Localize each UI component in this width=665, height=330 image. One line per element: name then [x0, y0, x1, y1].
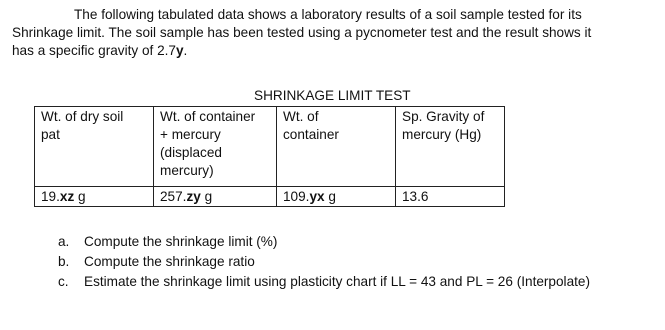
table-title: SHRINKAGE LIMIT TEST	[254, 88, 411, 103]
header-line: mercury)	[160, 163, 214, 178]
value-dry-soil-pat: 19.xz g	[35, 187, 154, 207]
header-container-mercury	[154, 107, 277, 187]
question-item	[58, 272, 590, 292]
table-value-row	[35, 187, 505, 207]
header-container	[277, 107, 396, 187]
statement-line-3	[12, 42, 652, 60]
question-text: Estimate the shrinkage limit using plasticity chart if LL = 43 and PL = 26 (Interpolate)	[84, 274, 591, 289]
statement-text-1: The following tabulated data shows a laboratory results of a soil sample tested for its	[74, 7, 582, 22]
specific-gravity-variable: y	[175, 43, 184, 58]
header-line: + mercury	[160, 127, 221, 142]
question-marker: b.	[58, 254, 70, 269]
value-container: 109.yx g	[277, 187, 396, 207]
header-line: Wt. of container	[160, 109, 256, 124]
specific-gravity-text: has a specific gravity of 2.7	[12, 43, 176, 58]
statement-period: .	[183, 43, 188, 58]
header-line: pat	[41, 127, 60, 142]
question-marker: a.	[58, 234, 70, 249]
header-dry-soil-pat	[35, 107, 154, 187]
question-marker: c.	[58, 274, 69, 289]
header-line: Wt. of dry soil	[41, 109, 124, 124]
header-line: Sp. Gravity of	[402, 109, 485, 124]
question-list	[58, 232, 590, 292]
question-text: Compute the shrinkage ratio	[84, 254, 255, 269]
statement-line-1	[12, 6, 652, 24]
shrinkage-limit-table	[34, 106, 505, 207]
value-container-mercury: 257.zy g	[154, 187, 277, 207]
header-line: mercury (Hg)	[402, 127, 482, 142]
value-sp-gravity-mercury: 13.6	[396, 187, 505, 207]
header-line: (displaced	[160, 145, 222, 160]
table-header-row	[35, 107, 505, 187]
header-line: container	[283, 127, 339, 142]
question-text: Compute the shrinkage limit (%)	[84, 234, 278, 249]
question-item	[58, 232, 590, 252]
header-sp-gravity-mercury	[396, 107, 505, 187]
statement-line-2: Shrinkage limit. The soil sample has been tested using a pycnometer test and the result shows it	[12, 25, 592, 40]
header-line: Wt. of	[283, 109, 319, 124]
problem-statement	[12, 6, 652, 60]
question-item	[58, 252, 590, 272]
